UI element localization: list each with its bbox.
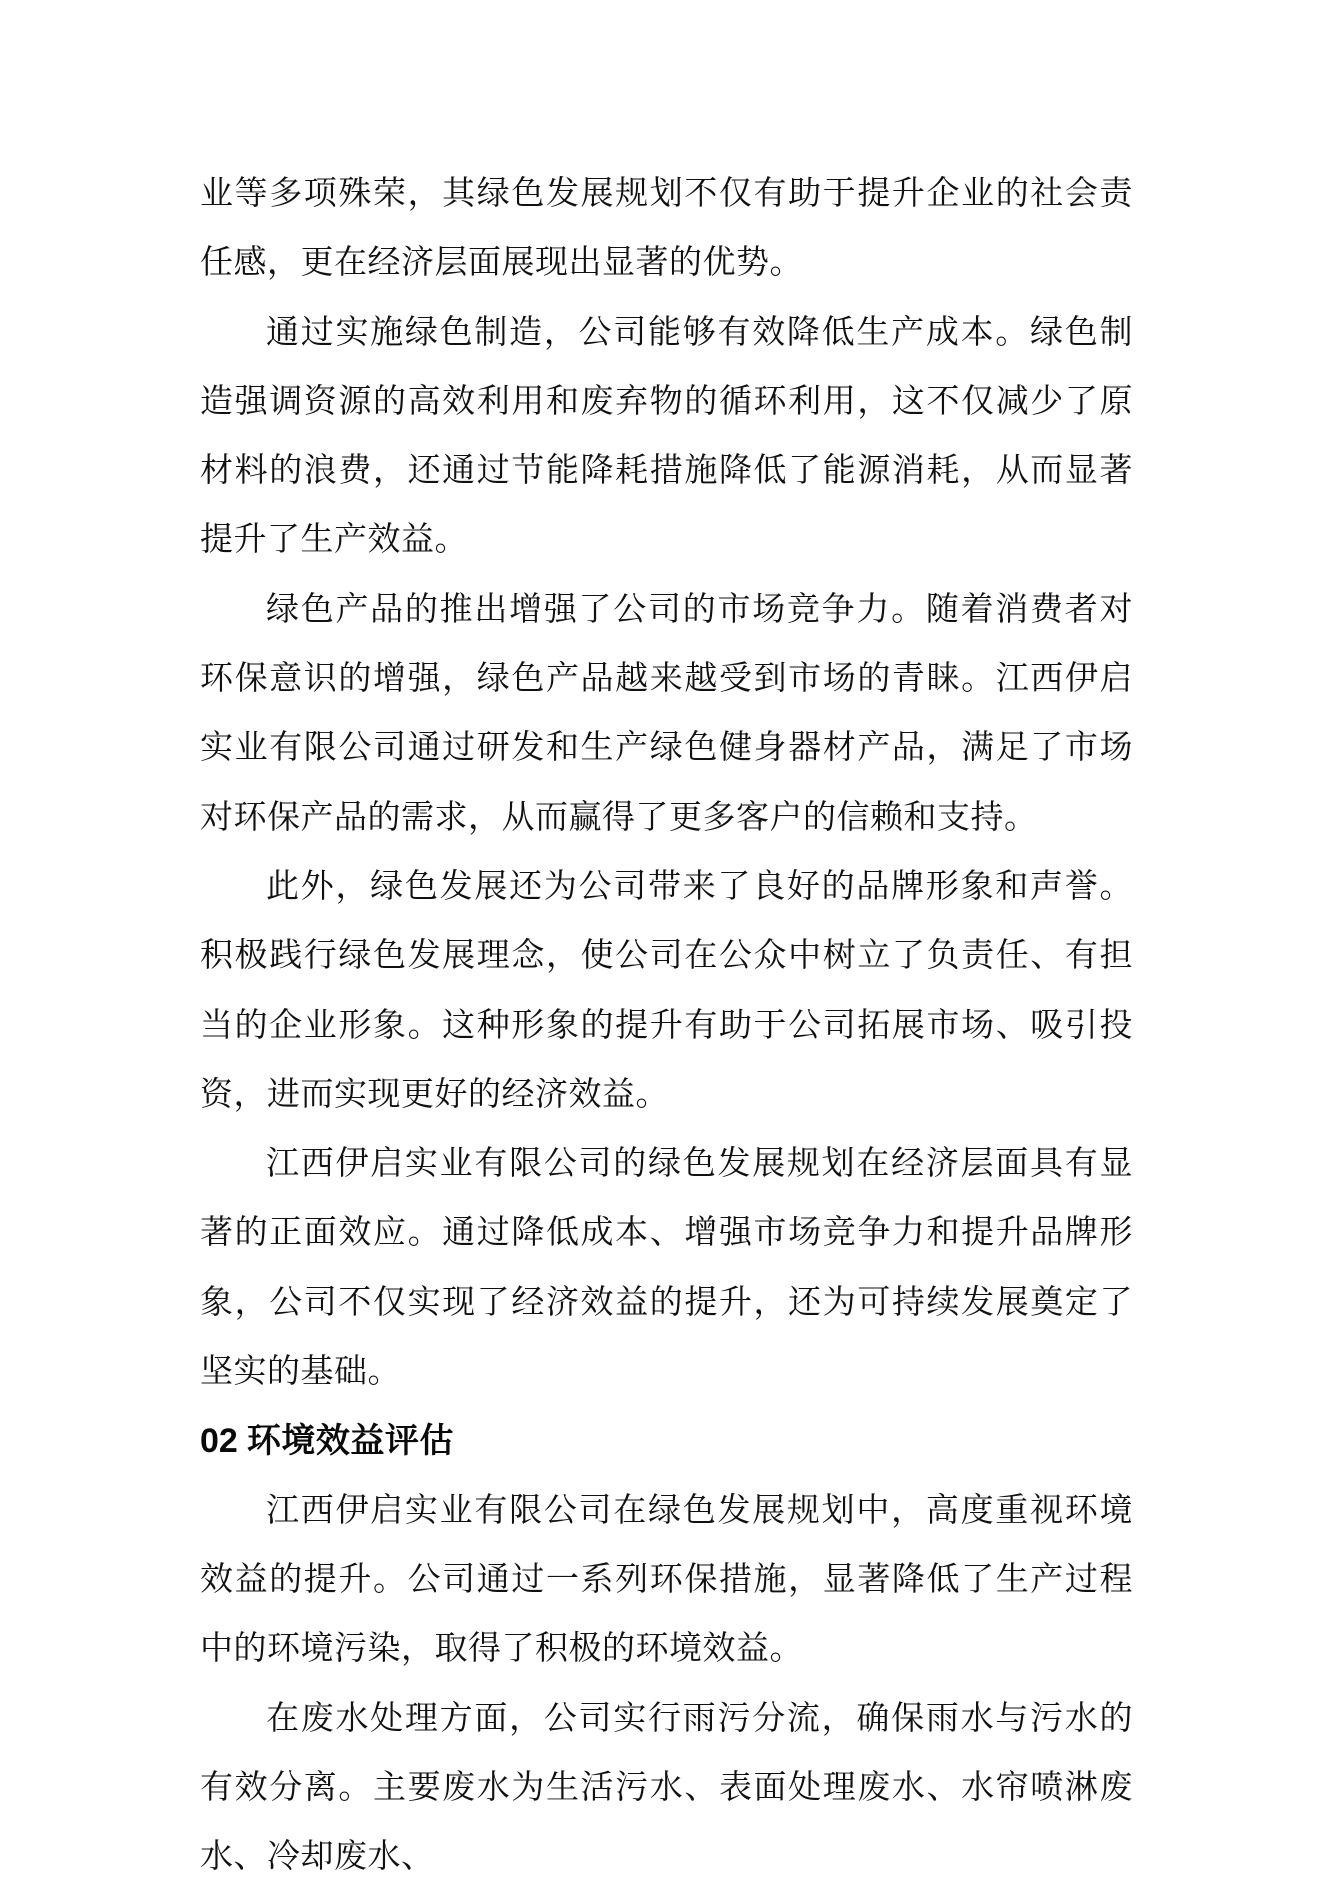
document-body	[200, 160, 1133, 1892]
paragraph: 在废水处理方面，公司实行雨污分流，确保雨水与污水的有效分离。主要废水为生活污水、表面处理废水、水帘喷淋废水、冷却废水、	[200, 1700, 1133, 1876]
paragraph: 江西伊启实业有限公司在绿色发展规划中，高度重视环境效益的提升。公司通过一系列环保措施，显著降低了生产过程中的环境污染，取得了积极的环境效益。	[200, 1492, 1133, 1668]
paragraph: 江西伊启实业有限公司的绿色发展规划在经济层面具有显著的正面效应。通过降低成本、增强市场竞争力和提升品牌形象，公司不仅实现了经济效益的提升，还为可持续发展奠定了坚实的基础。	[200, 1146, 1133, 1391]
section-heading-number: 02	[200, 1422, 238, 1461]
paragraph: 业等多项殊荣，其绿色发展规划不仅有助于提升企业的社会责任感，更在经济层面展现出显著的优势。	[200, 176, 1133, 282]
paragraph: 绿色产品的推出增强了公司的市场竞争力。随着消费者对环保意识的增强，绿色产品越来越受到市场的青睐。江西伊启实业有限公司通过研发和生产绿色健身器材产品，满足了市场对环保产品的需求，从而赢得了更多客户的信赖和支持。	[200, 591, 1133, 836]
paragraph: 通过实施绿色制造，公司能够有效降低生产成本。绿色制造强调资源的高效利用和废弃物的循环利用，这不仅减少了原材料的浪费，还通过节能降耗措施降低了能源消耗，从而显著提升了生产效益。	[200, 314, 1133, 559]
section-heading	[200, 1407, 1133, 1476]
section-heading-text: 环境效益评估	[246, 1423, 454, 1461]
paragraph: 此外，绿色发展还为公司带来了良好的品牌形象和声誉。积极践行绿色发展理念，使公司在公众中树立了负责任、有担当的企业形象。这种形象的提升有助于公司拓展市场、吸引投资，进而实现更好的经济效益。	[200, 868, 1133, 1113]
